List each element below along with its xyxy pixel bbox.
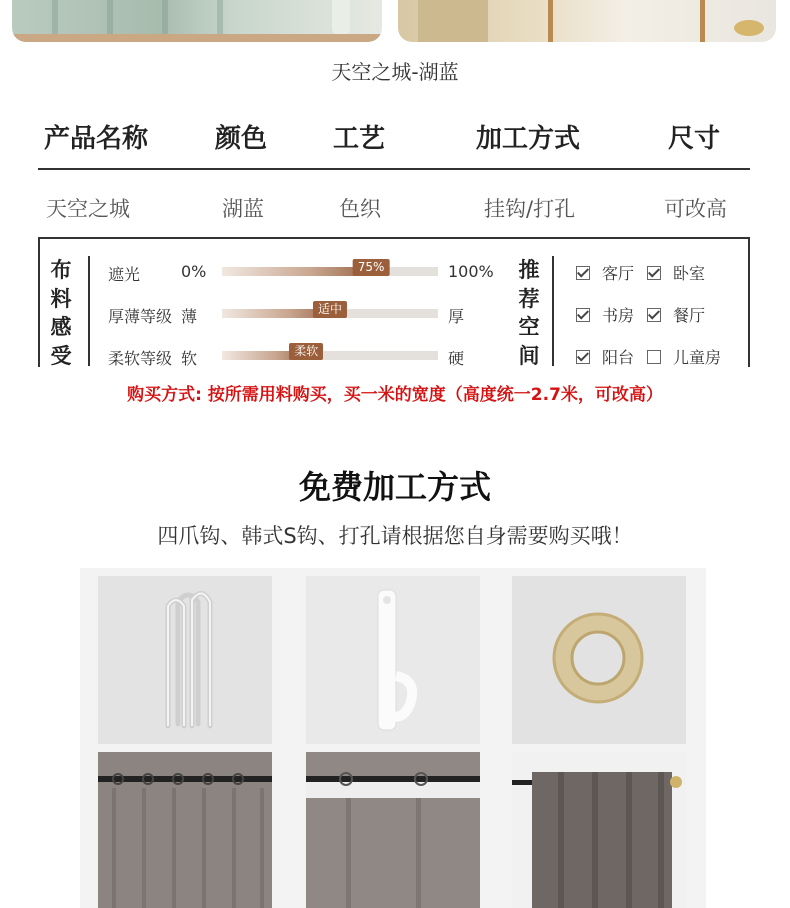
fabric-title-divider (88, 256, 90, 366)
fabric-row-label-blackout: 遮光 (108, 265, 141, 284)
s-hook-icon (306, 576, 480, 744)
product-caption: 天空之城-湖蓝 (331, 60, 459, 84)
grommet-ring-icon (512, 576, 686, 744)
top-product-photos (0, 0, 790, 44)
recommend-title-char: 间 (518, 343, 540, 368)
space-option-label: 餐厅 (673, 306, 706, 325)
space-option-kids-room[interactable] (647, 345, 721, 368)
spec-header-size: 尺寸 (668, 124, 721, 154)
blackout-level-bar (222, 260, 438, 276)
curtain-rod-icon (98, 752, 272, 908)
fabric-row-min-thickness: 薄 (181, 307, 198, 326)
spec-header-craft: 工艺 (333, 124, 386, 154)
processing-title: 免费加工方式 (298, 468, 491, 506)
recommend-right-border (748, 237, 750, 367)
fabric-row-min-blackout: 0% (181, 262, 207, 281)
fabric-left-border (38, 237, 40, 367)
checkbox-icon[interactable] (576, 266, 590, 280)
fabric-title-char: 布 (50, 258, 72, 282)
space-option-living-room[interactable] (576, 261, 634, 284)
curtain-rod-icon (512, 752, 686, 908)
recommend-title-char: 荐 (518, 286, 540, 311)
processing-gallery (80, 568, 706, 908)
spec-value-processing: 挂钩/打孔 (484, 197, 576, 221)
checkbox-icon[interactable] (647, 350, 661, 364)
checkbox-icon[interactable] (647, 308, 661, 322)
spec-header-color: 颜色 (215, 124, 268, 154)
s-hook-curtain-image (306, 752, 480, 908)
fabric-row-label-softness: 柔软等级 (108, 349, 173, 368)
curtain-rod-icon (306, 752, 480, 908)
lamp-image (734, 20, 764, 36)
s-hook-image (306, 576, 480, 744)
checkbox-icon[interactable] (647, 266, 661, 280)
fabric-row-label-thickness: 厚薄等级 (108, 307, 173, 326)
softness-level-bar (222, 344, 438, 360)
spec-bottom-divider (38, 237, 750, 239)
four-claw-hook-icon (98, 576, 272, 744)
space-option-bedroom[interactable] (647, 261, 705, 284)
chair-image (418, 0, 488, 42)
space-option-dining-room[interactable] (647, 303, 705, 326)
space-option-label: 阳台 (602, 348, 635, 367)
thickness-level-bar (222, 302, 438, 318)
space-option-study[interactable] (576, 303, 634, 326)
fabric-title-char: 料 (50, 286, 72, 311)
spec-header-processing: 加工方式 (476, 124, 581, 154)
vase-image (332, 0, 350, 36)
grommet-ring-image (512, 576, 686, 744)
curtain-photo-left (12, 0, 382, 42)
pleat-curtain-image (98, 752, 272, 908)
four-claw-hook-image (98, 576, 272, 744)
fabric-title-char: 感 (50, 315, 72, 339)
spec-value-name: 天空之城 (46, 197, 130, 221)
processing-subtitle: 四爪钩、韩式S钩、打孔请根据您自身需要购买哦！ (157, 524, 633, 548)
blackout-level-badge: 75% (353, 259, 390, 276)
checkbox-icon[interactable] (576, 350, 590, 364)
fabric-row-max-thickness: 厚 (448, 307, 465, 326)
space-option-balcony[interactable] (576, 345, 634, 368)
spec-value-color: 湖蓝 (222, 197, 264, 221)
space-option-label: 书房 (602, 306, 635, 325)
spec-divider (38, 168, 750, 170)
curtain-photo-right (398, 0, 776, 42)
grommet-curtain-image (512, 752, 686, 908)
space-option-label: 卧室 (673, 264, 706, 283)
fabric-title-char: 受 (50, 343, 72, 368)
recommend-title-char: 推 (518, 258, 540, 282)
spec-header-name: 产品名称 (44, 124, 149, 154)
checkbox-icon[interactable] (576, 308, 590, 322)
softness-level-badge: 柔软 (289, 343, 323, 360)
fabric-row-min-softness: 软 (181, 349, 198, 368)
spec-value-size: 可改高 (664, 197, 727, 221)
fabric-row-max-softness: 硬 (448, 349, 465, 368)
fabric-row-max-blackout: 100% (448, 262, 494, 281)
thickness-level-badge: 适中 (313, 301, 347, 318)
space-option-label: 儿童房 (673, 348, 722, 367)
purchase-notice: 购买方式: 按所需用料购买，买一米的宽度（高度统一2.7米，可改高） (127, 385, 663, 405)
recommend-title-divider (552, 256, 554, 366)
recommend-title-char: 空 (518, 315, 540, 339)
spec-value-craft: 色织 (339, 197, 381, 221)
space-option-label: 客厅 (602, 264, 635, 283)
